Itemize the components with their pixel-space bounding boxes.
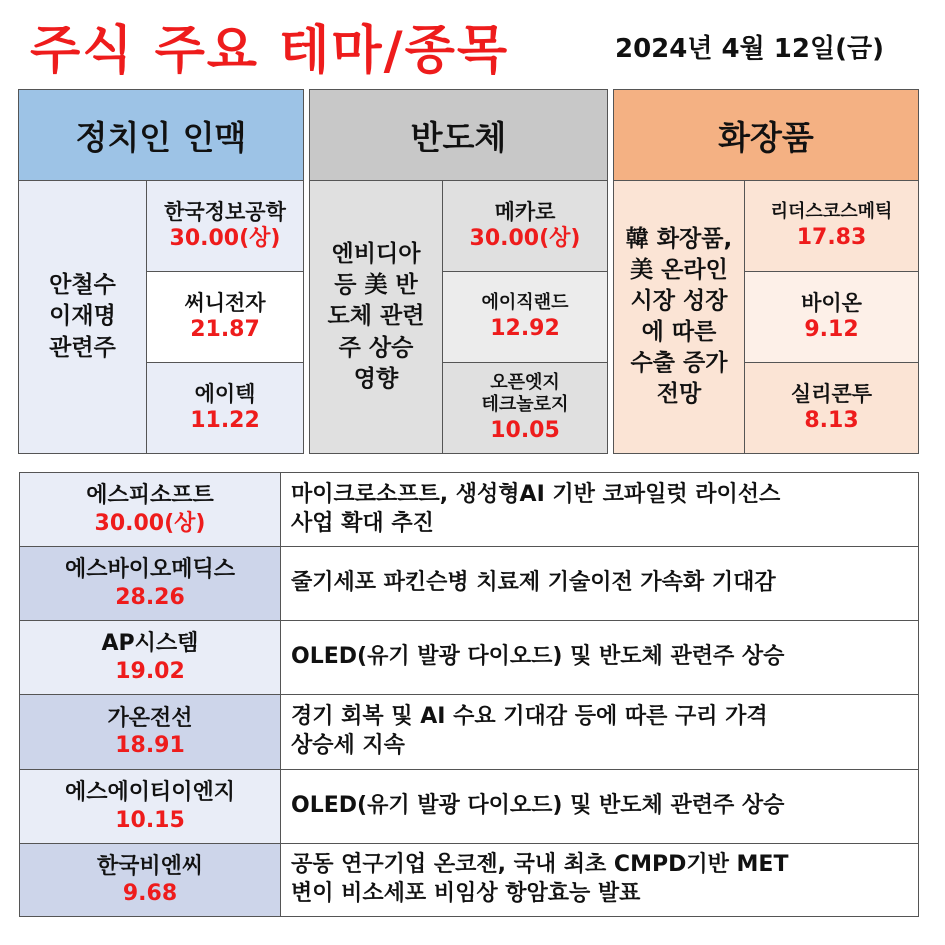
theme-panel-cosmetics xyxy=(613,89,919,454)
stock-change: 8.13 xyxy=(804,408,859,434)
table-row xyxy=(20,547,918,621)
stock-name-cell xyxy=(20,770,281,843)
stock-change: 10.05 xyxy=(490,417,560,443)
table-row xyxy=(20,770,918,844)
stock-reason-cell xyxy=(281,473,918,546)
stock-name-cell xyxy=(20,695,281,769)
theme-stock-cell xyxy=(745,363,918,453)
theme-description-line: 시장 성장 xyxy=(630,287,728,314)
theme-header: 화장품 xyxy=(614,90,918,181)
stock-name: 가온전선 xyxy=(107,705,193,731)
theme-stock-cell xyxy=(443,272,607,363)
stock-change: 9.68 xyxy=(122,881,178,906)
theme-description xyxy=(19,181,147,453)
theme-panel-politician xyxy=(18,89,304,454)
page-title: 주식 주요 테마/종목 xyxy=(30,21,510,81)
theme-stock-cell xyxy=(443,181,607,272)
stock-reason-line: 변이 비소세포 비임상 항암효능 발표 xyxy=(291,881,641,906)
stock-change: 21.87 xyxy=(190,317,260,343)
stock-name: 한국비엔씨 xyxy=(96,853,204,879)
theme-stock-cell xyxy=(443,363,607,453)
stock-change: 30.00(상) xyxy=(469,226,581,252)
theme-description-line: 엔비디아 xyxy=(331,241,421,268)
theme-stock-cell xyxy=(147,272,303,363)
table-row xyxy=(20,695,918,770)
theme-description-line: 관련주 xyxy=(49,334,116,361)
stock-change: 30.00(상) xyxy=(169,226,281,252)
stock-name: 리더스코스메틱 xyxy=(770,201,893,222)
theme-description-line: 이재명 xyxy=(49,303,116,330)
theme-header: 반도체 xyxy=(310,90,607,181)
report-date: 2024년 4월 12일(금) xyxy=(615,34,884,64)
theme-description-line: 주 상승 xyxy=(338,334,414,361)
stock-name: 써니전자 xyxy=(184,291,266,316)
stock-name-cell xyxy=(20,621,281,694)
stock-change: 18.91 xyxy=(115,733,185,758)
stock-change: 9.12 xyxy=(804,317,859,343)
stock-name: 실리콘투 xyxy=(790,382,873,407)
stock-change: 19.02 xyxy=(115,658,185,684)
stock-reason-cell xyxy=(281,695,918,769)
stock-change: 17.83 xyxy=(796,224,867,250)
stock-reason-line: 사업 확대 추진 xyxy=(291,510,434,536)
stock-change: 12.92 xyxy=(490,315,560,341)
stock-name: 에스에이티이엔지 xyxy=(64,780,236,805)
stock-reason-cell xyxy=(281,770,918,843)
stock-reason-line: 경기 회복 및 AI 수요 기대감 등에 따른 구리 가격 xyxy=(291,704,768,730)
theme-description-line: 수출 증가 xyxy=(630,350,728,377)
theme-stock-list xyxy=(443,181,607,453)
theme-description-line: 韓 화장품, xyxy=(625,225,733,252)
theme-description-line: 등 美 반 xyxy=(334,272,418,299)
theme-description-line: 전망 xyxy=(656,381,702,408)
stock-reason-cell xyxy=(281,547,918,620)
stock-name: AP시스템 xyxy=(101,631,199,656)
theme-panel-semiconductor xyxy=(309,89,608,454)
stock-name-cell xyxy=(20,473,281,546)
table-row xyxy=(20,844,918,916)
theme-description xyxy=(310,181,443,453)
table-row xyxy=(20,473,918,547)
theme-description-line: 美 온라인 xyxy=(630,256,728,283)
theme-description-line: 영향 xyxy=(353,365,399,392)
stock-name: 바이온 xyxy=(801,291,862,316)
stock-change: 28.26 xyxy=(115,584,185,610)
theme-stock-cell xyxy=(745,272,918,363)
theme-stock-cell xyxy=(147,181,303,272)
stock-reason-cell xyxy=(281,621,918,694)
stock-name: 에이텍 xyxy=(194,382,256,407)
table-row xyxy=(20,621,918,695)
stock-change: 30.00(상) xyxy=(94,510,206,536)
stock-name: 오픈엣지 테크놀로지 xyxy=(481,371,569,416)
theme-stock-cell xyxy=(147,363,303,453)
theme-stock-list xyxy=(147,181,303,453)
theme-description xyxy=(614,181,745,453)
theme-header: 정치인 인맥 xyxy=(19,90,303,181)
stock-reason-line: 상승세 지속 xyxy=(291,733,405,758)
stock-name-cell xyxy=(20,844,281,916)
theme-stock-list xyxy=(745,181,918,453)
stock-name: 에스피소프트 xyxy=(86,483,214,508)
theme-description-line: 안철수 xyxy=(49,272,116,299)
stock-reason-line: 마이크로소프트, 생성형AI 기반 코파일럿 라이선스 xyxy=(291,481,781,507)
stock-reason-line: OLED(유기 발광 다이오드) 및 반도체 관련주 상승 xyxy=(291,793,785,819)
theme-stock-cell xyxy=(745,181,918,272)
stock-table xyxy=(19,472,919,917)
theme-description-line: 도체 관련 xyxy=(327,303,425,330)
stock-name: 한국정보공학 xyxy=(164,200,286,225)
stock-name: 에이직랜드 xyxy=(481,292,569,313)
stock-reason-cell xyxy=(281,844,918,916)
stock-name: 에스바이오메딕스 xyxy=(64,557,236,582)
stock-name-cell xyxy=(20,547,281,620)
stock-reason-line: OLED(유기 발광 다이오드) 및 반도체 관련주 상승 xyxy=(291,644,785,670)
theme-description-line: 에 따른 xyxy=(641,319,717,345)
stock-change: 10.15 xyxy=(115,807,185,833)
stock-reason-line: 공동 연구기업 온코젠, 국내 최초 CMPD기반 MET xyxy=(291,852,789,878)
stock-change: 11.22 xyxy=(190,408,260,434)
stock-reason-line: 줄기세포 파킨슨병 치료제 기술이전 가속화 기대감 xyxy=(291,570,776,596)
stock-name: 메카로 xyxy=(494,200,556,225)
